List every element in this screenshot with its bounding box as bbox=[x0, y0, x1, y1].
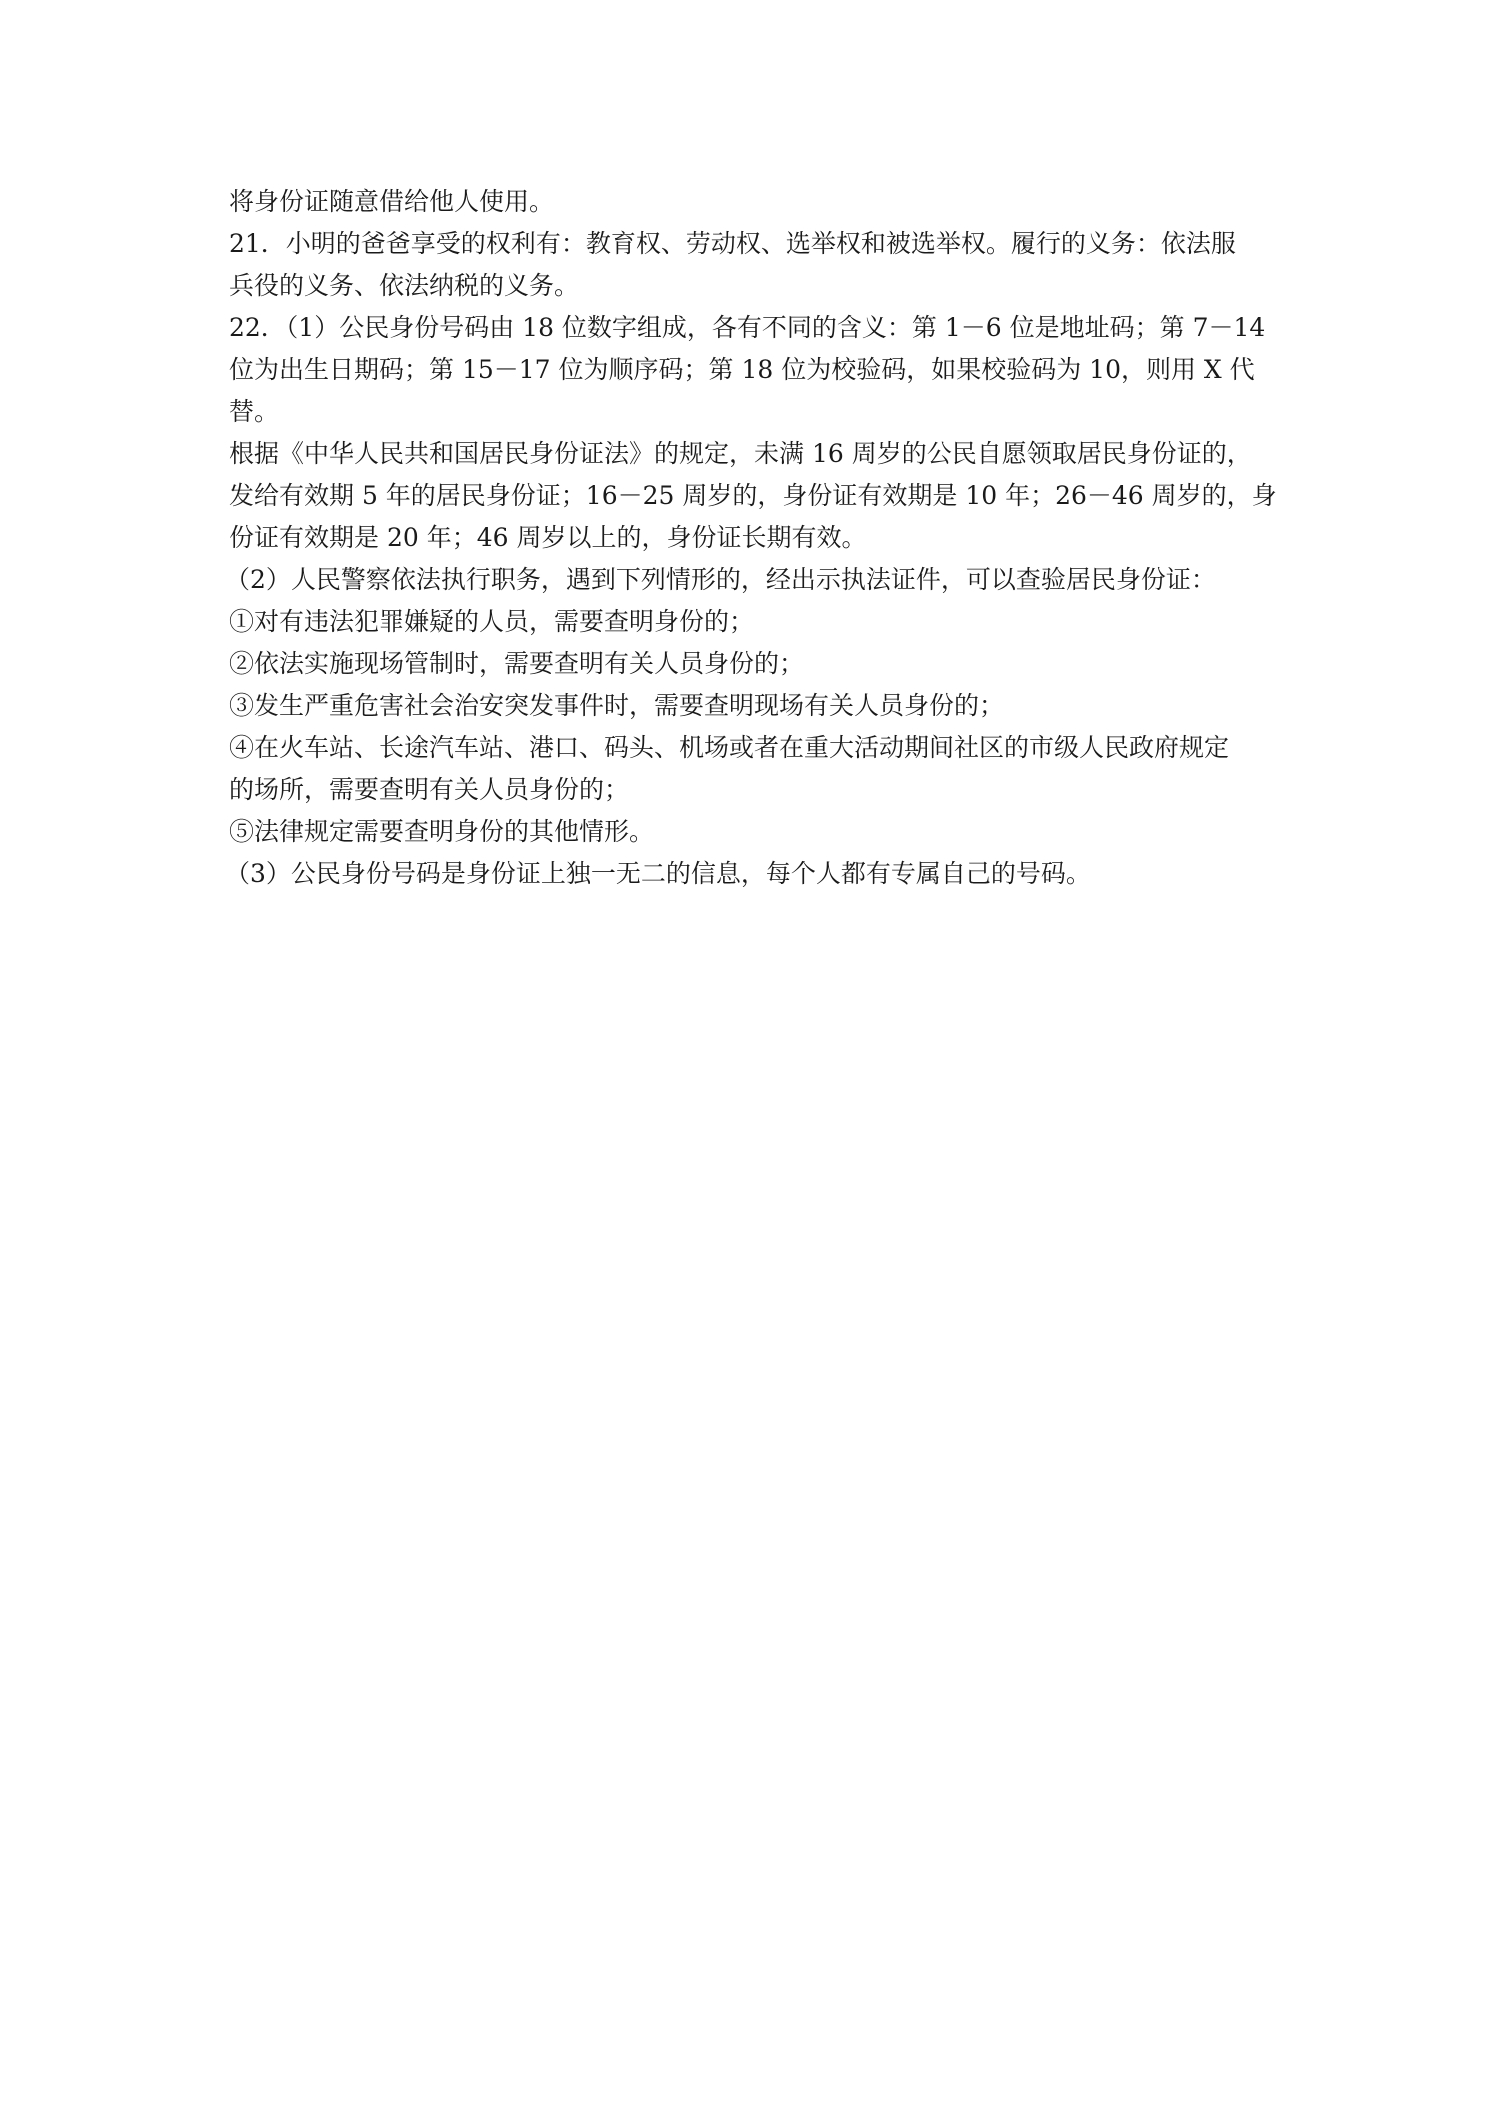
text-line: 兵役的义务、依法纳税的义务。 bbox=[229, 271, 580, 300]
text-line: 位为出生日期码；第 15－17 位为顺序码；第 18 位为校验码，如果校验码为 10，则用 X 代 bbox=[229, 355, 1255, 384]
text-line: 的场所，需要查明有关人员身份的； bbox=[229, 775, 630, 804]
list-item: ④在火车站、长途汽车站、港口、码头、机场或者在重大活动期间社区的市级人民政府规定 bbox=[229, 733, 1230, 762]
list-item: ③发生严重危害社会治安突发事件时，需要查明现场有关人员身份的； bbox=[229, 691, 1005, 720]
text-line: 发给有效期 5 年的居民身份证；16－25 周岁的，身份证有效期是 10 年；26－46 周岁的，身 bbox=[229, 481, 1277, 510]
answer-22-line: 22．（1）公民身份号码由 18 位数字组成，各有不同的含义：第 1－6 位是地址码；第 7－14 bbox=[229, 313, 1266, 342]
answer-21-line: 21．小明的爸爸享受的权利有：教育权、劳动权、选举权和被选举权。履行的义务：依法服 bbox=[229, 229, 1236, 258]
text-line: 份证有效期是 20 年；46 周岁以上的，身份证长期有效。 bbox=[229, 523, 867, 552]
subpart-3-line: （3）公民身份号码是身份证上独一无二的信息，每个人都有专属自己的号码。 bbox=[225, 859, 1091, 888]
list-item: ⑤法律规定需要查明身份的其他情形。 bbox=[229, 817, 655, 846]
text-line: 根据《中华人民共和国居民身份证法》的规定，未满 16 周岁的公民自愿领取居民身份证的， bbox=[229, 439, 1252, 468]
list-item: ②依法实施现场管制时，需要查明有关人员身份的； bbox=[229, 649, 805, 678]
text-line: 将身份证随意借给他人使用。 bbox=[229, 187, 555, 216]
list-item: ①对有违法犯罪嫌疑的人员，需要查明身份的； bbox=[229, 607, 755, 636]
answer-text-block bbox=[225, 181, 1277, 895]
subpart-2-line: （2）人民警察依法执行职务，遇到下列情形的，经出示执法证件，可以查验居民身份证： bbox=[225, 565, 1216, 594]
text-line: 替。 bbox=[229, 397, 280, 426]
